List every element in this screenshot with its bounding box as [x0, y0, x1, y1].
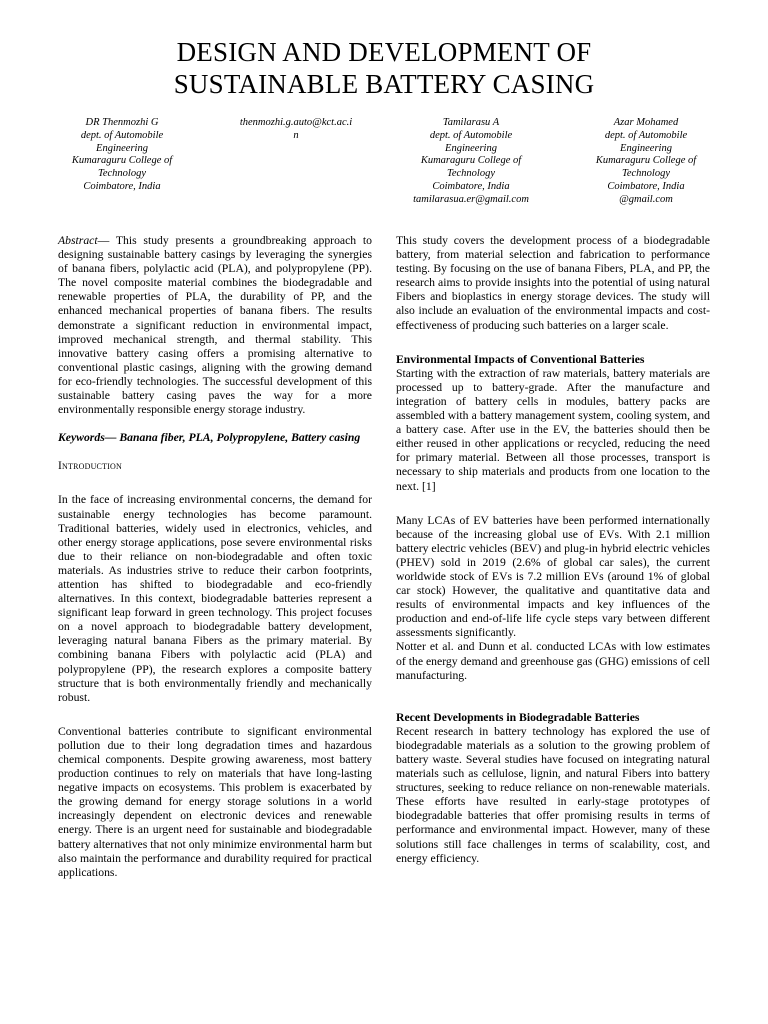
author-institution-cont: Technology [97, 168, 147, 180]
author-institution: Kumaraguru College of [420, 155, 522, 167]
author-email: thenmozhi.g.auto@kct.ac.i [239, 117, 353, 128]
author-email-cont: n [293, 129, 299, 141]
author-name: Tamilarasu A [442, 117, 500, 128]
recent-developments-paragraph: Recent research in battery technology has explored the use of biodegradable materials as a solution to the growing problem of battery waste. Several studies have focused on integrating natural materials such as cellulose, lignin, and natural Fibers into battery structures, seeking to reduce reliance on non-renewable materials. These efforts have resulted in early-stage prototypes of biodegradable batteries that offer promising results in terms of performance and environmental impact. However, many of these solutions still face challenges in terms of scalability, cost, and energy efficiency. [396, 724, 710, 865]
author-block-1 [58, 117, 186, 194]
left-column [58, 234, 372, 880]
author-email: tamilarasua.er@gmail.com [413, 193, 529, 205]
intro-paragraph-1: In the face of increasing environmental concerns, the demand for sustainable energy technologies has become paramount. Traditional batteries, widely used in electronics, vehicles, and other energy storage applications, pose severe environmental risks due to their reliance on non-biodegradable and often toxic materials. As industries strive to reduce their carbon footprints, attention has shifted to biodegradable and eco-friendly alternatives. In this context, biodegradable batteries represent a significant leap forward in green technology. This project focuses on a novel approach to biodegradable battery development, leveraging natural banana Fibers as the primary material. By combining banana Fibers with polylactic acid (PLA) and polypropylene (PP), the research explores a composite battery structure that is both environmentally friendly and mechanically robust. [58, 493, 372, 704]
env-impacts-paragraph: Starting with the extraction of raw materials, battery materials are processed up to battery-grade. After the manufacture and integration of battery cells in modules, battery packs are assembled with a battery management system, cooling system, and a battery case. After use in the EV, the batteries should then be either reused in other applications or recycled, reducing the need for primary material. Between all those processes, transport is necessary to ship materials and products from one location to the next. [1] [396, 366, 710, 493]
author-dept-cont: Engineering [620, 142, 672, 154]
author-institution: Kumaraguru College of [595, 155, 697, 167]
title-line-1: DESIGN AND DEVELOPMENT OF [176, 37, 592, 67]
author-institution: Kumaraguru College of [71, 155, 173, 167]
author-name: Azar Mohamed [613, 117, 679, 128]
author-block-3 [400, 117, 542, 207]
subheading-environmental-impacts: Environmental Impacts of Conventional Batteries [396, 352, 645, 366]
author-location: Coimbatore, India [83, 180, 161, 192]
author-name: DR Thenmozhi G [85, 117, 159, 128]
intro-paragraph-2: Conventional batteries contribute to significant environmental pollution due to their long degradation times and hazardous chemical components. Despite growing awareness, most battery production continues to rely on materials that have long-lasting negative impacts on ecosystems. This problem is exacerbated by the growing demand for energy storage solutions in a world increasingly dependent on electronic devices and renewable energy. There is an urgent need for sustainable and biodegradable battery alternatives that not only minimize environmental harm but also maintain the performance and durability required for practical applications. [58, 724, 372, 879]
scope-paragraph: This study covers the development process of a biodegradable battery, from material selection and fabrication to performance testing. By focusing on the use of banana Fibers, PLA, and PP, the research aims to provide insights into the potential of using natural Fibers and bioplastics in energy storage devices. The study will also include an evaluation of the environmental impacts and cost-effectiveness of producing such batteries on a larger scale. [396, 234, 710, 332]
author-email: @gmail.com [619, 193, 673, 205]
title-line-2: SUSTAINABLE BATTERY CASING [173, 69, 595, 99]
paper-title [0, 36, 768, 100]
keywords [58, 431, 372, 445]
notter-paragraph: Notter et al. and Dunn et al. conducted LCAs with low estimates of the energy demand and greenhouse gas (GHG) emissions of cell manufacturing. [396, 640, 710, 682]
section-heading-introduction: Introduction [58, 460, 123, 473]
lca-paragraph: Many LCAs of EV batteries have been performed internationally because of the increasing global use of EVs. With 2.1 million battery electric vehicles (BEV) and plug-in hybrid electric vehicles (PHEV) sold in 2019 (2.6% of global car sales), the current worldwide stock of EVs is 7.2 million EVs (around 1% of global car stock) However, the qualitative and quantitative data and results of environmental impacts and key influences of the production and end-of-life life cycle steps vary between different assessments significantly. [396, 513, 710, 640]
author-dept: dept. of Automobile [80, 129, 164, 141]
author-location: Coimbatore, India [432, 180, 510, 192]
author-institution-cont: Technology [621, 168, 671, 180]
author-dept-cont: Engineering [96, 142, 148, 154]
author-location: Coimbatore, India [607, 180, 685, 192]
author-block-4 [574, 117, 718, 207]
abstract-text: — This study presents a groundbreaking approach to designing sustainable battery casings by leveraging the synergies of banana fibers, polylactic acid (PLA), and polypropylene (PP). The novel composite material combines the biodegradable and renewable properties of PLA, the durability of PP, and the enhanced mechanical properties of banana fibers. The results demonstrate a significant reduction in environmental impact, improved mechanical strength, and thermal stability. This innovative battery casing offers a promising alternative to conventional plastic casings, aligning with the growing demand for eco-friendly technologies. The successful development of this sustainable battery casing paves the way for a more environmentally responsible energy storage industry. [58, 234, 372, 417]
subheading-recent-developments: Recent Developments in Biodegradable Batteries [396, 710, 640, 724]
author-institution-cont: Technology [446, 168, 496, 180]
abstract-label: Abstract [58, 234, 98, 247]
right-column [396, 234, 710, 866]
author-dept: dept. of Automobile [429, 129, 513, 141]
author-dept: dept. of Automobile [604, 129, 688, 141]
author-dept-cont: Engineering [445, 142, 497, 154]
keywords-text: Banana fiber, PLA, Polypropylene, Battery casing [116, 431, 361, 445]
abstract [58, 234, 372, 417]
keywords-label: Keywords— [58, 431, 117, 445]
author-block-2 [226, 117, 366, 143]
